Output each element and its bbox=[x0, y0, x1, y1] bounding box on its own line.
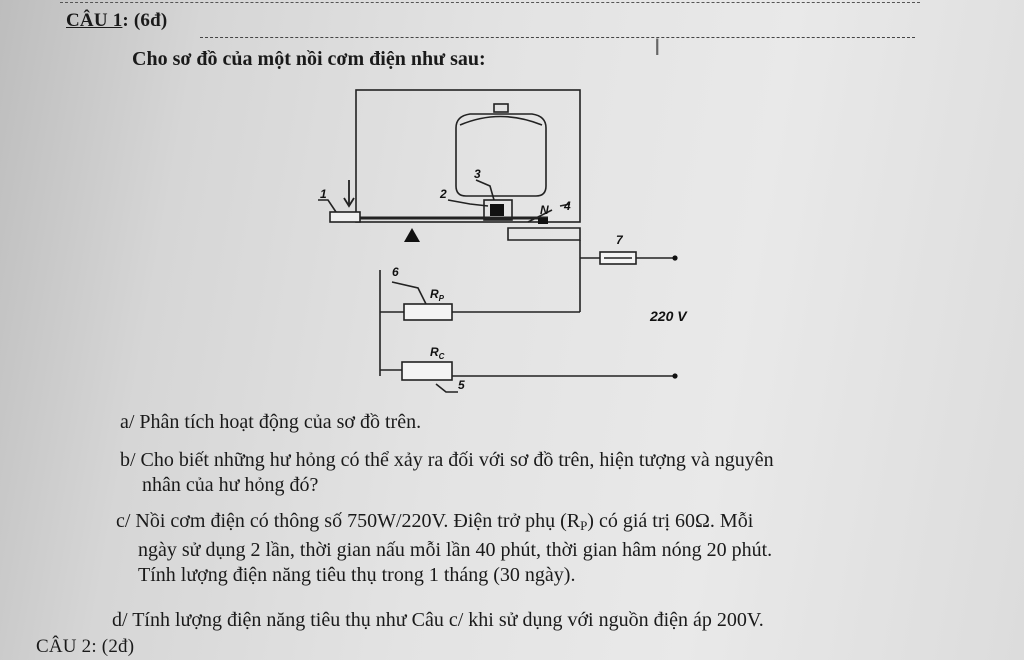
label-5: 5 bbox=[458, 378, 465, 392]
label-2: 2 bbox=[440, 187, 447, 201]
question-c-line-1: c/ Nồi cơm điện có thông số 750W/220V. Điện trở phụ $(R_P)$ có giá trị 60Ω. Mỗi bbox=[116, 510, 754, 533]
question-c bbox=[116, 509, 772, 588]
question-a: a/ Phân tích hoạt động của sơ đồ trên. bbox=[120, 411, 422, 433]
terminal-top bbox=[672, 255, 677, 260]
resistor-rp bbox=[404, 304, 452, 320]
label-rc: $R_C$ bbox=[430, 345, 445, 361]
question-b-line-1: b/ Cho biết những hư hỏng có thể xảy ra đối với sơ đồ trên, hiện tượng và nguyên bbox=[120, 449, 774, 471]
label-3: 3 bbox=[474, 167, 481, 181]
leader-2 bbox=[448, 200, 488, 206]
voltage-label: 220 V bbox=[650, 308, 687, 324]
contact-point bbox=[538, 218, 548, 224]
label-6: 6 bbox=[392, 265, 399, 279]
cooking-pot bbox=[456, 114, 546, 196]
question-2-heading: CÂU 2: (2đ) bbox=[36, 636, 135, 657]
label-n: N bbox=[540, 203, 549, 217]
label-1: 1 bbox=[320, 187, 327, 201]
text-cursor-icon: I bbox=[654, 36, 661, 61]
push-button-body bbox=[330, 212, 360, 222]
question-d: d/ Tính lượng điện năng tiêu thụ như Câu c/ khi sử dụng với nguồn điện áp 200V. bbox=[112, 609, 764, 631]
leader-3 bbox=[476, 180, 494, 200]
question-1-points: : (6đ) bbox=[122, 10, 168, 31]
question-c-line-3: Tính lượng điện năng tiêu thụ trong 1 tháng (30 ngày). bbox=[138, 564, 576, 586]
leader-6 bbox=[392, 282, 426, 304]
magnet-core bbox=[490, 204, 504, 216]
pot-handle bbox=[494, 104, 508, 112]
question-1-label: CÂU 1 bbox=[66, 10, 123, 31]
question-c-line-2: ngày sử dụng 2 lần, thời gian nấu mỗi lần 40 phút, thời gian hâm nóng 20 phút. bbox=[138, 539, 773, 561]
question-b bbox=[120, 448, 774, 498]
pot-lid-curve bbox=[460, 117, 542, 126]
contact-plate bbox=[508, 228, 580, 240]
question-b-line-2: nhân của hư hỏng đó? bbox=[142, 474, 319, 496]
leader-5 bbox=[436, 384, 458, 392]
terminal-bottom bbox=[672, 373, 677, 378]
label-4: 4 bbox=[564, 199, 571, 213]
intro-text: Cho sơ đồ của một nồi cơm điện như sau: bbox=[132, 48, 486, 70]
fulcrum-triangle bbox=[404, 228, 420, 242]
label-rp: $R_P$ bbox=[430, 287, 445, 303]
resistor-rc bbox=[402, 362, 452, 380]
label-7: 7 bbox=[616, 233, 623, 247]
leader-1 bbox=[318, 200, 336, 212]
